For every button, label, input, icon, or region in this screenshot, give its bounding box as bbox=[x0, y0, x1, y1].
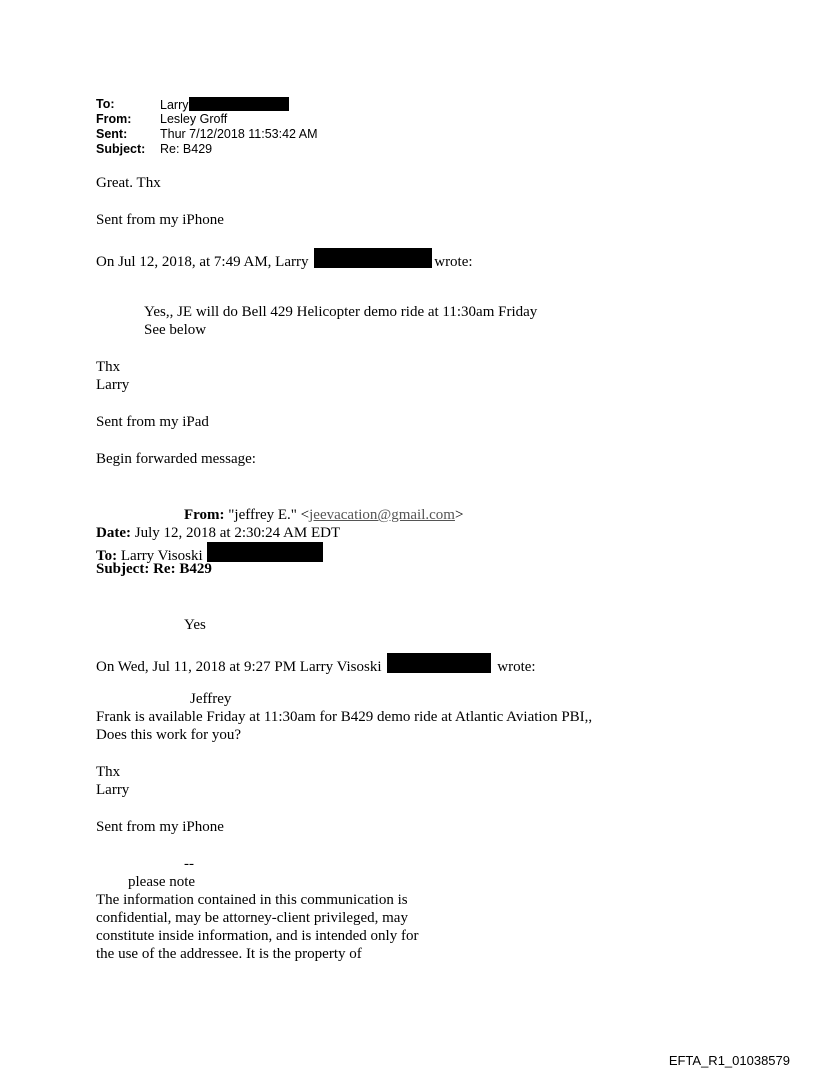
quoted-line-see-below: See below bbox=[144, 322, 207, 338]
to-name: Larry bbox=[160, 98, 189, 112]
forwarded-date bbox=[96, 524, 340, 542]
please-note: please note bbox=[128, 874, 196, 890]
quote-attribution-1-suffix: wrote: bbox=[434, 254, 473, 270]
frank-line: Frank is available Friday at 11:30am for B429 demo ride at Atlantic Aviation PBI,, bbox=[96, 709, 593, 725]
from-label: From: bbox=[96, 112, 132, 126]
thx-text: Thx bbox=[96, 359, 121, 375]
sent-label: Sent: bbox=[96, 127, 128, 141]
reply-text: Great. Thx bbox=[96, 175, 161, 191]
quote-attribution-2-suffix: wrote: bbox=[497, 659, 536, 675]
redaction-block bbox=[314, 248, 432, 268]
forwarded-to-label: To: bbox=[96, 548, 118, 564]
quoted-line-yes-je: Yes,, JE will do Bell 429 Helicopter demo ride at 11:30am Friday bbox=[144, 304, 538, 320]
forwarded-larry: Larry bbox=[96, 782, 130, 798]
forwarded-signature-iphone: Sent from my iPhone bbox=[96, 819, 224, 835]
does-this-work-line: Does this work for you? bbox=[96, 727, 241, 743]
document-id: EFTA_R1_01038579 bbox=[668, 1053, 790, 1068]
quote-attribution-2-prefix: On Wed, Jul 11, 2018 at 9:27 PM Larry Visoski bbox=[96, 659, 382, 675]
from-value: Lesley Groff bbox=[160, 112, 228, 126]
quote-attribution-1-prefix: On Jul 12, 2018, at 7:49 AM, Larry bbox=[96, 254, 309, 270]
email-link[interactable]: jeevacation@gmail.com bbox=[309, 507, 455, 523]
signature-separator: -- bbox=[184, 856, 194, 872]
disclaimer-line-1: The information contained in this communication is bbox=[96, 892, 408, 908]
forwarded-to-value: Larry Visoski bbox=[120, 548, 203, 564]
forwarded-reply-yes: Yes bbox=[184, 617, 206, 633]
forwarded-date-value: July 12, 2018 at 2:30:24 AM EDT bbox=[134, 525, 341, 541]
sent-value: Thur 7/12/2018 11:53:42 AM bbox=[160, 127, 318, 141]
forwarded-from-name: "jeffrey E." bbox=[228, 507, 297, 523]
forwarded-subject-value: Re: B429 bbox=[153, 561, 212, 577]
forwarded-from-label: From: bbox=[184, 507, 225, 523]
forwarded-thx: Thx bbox=[96, 764, 121, 780]
redaction-block bbox=[189, 97, 289, 111]
to-value bbox=[160, 97, 289, 113]
subject-value: Re: B429 bbox=[160, 142, 213, 156]
forwarded-subject bbox=[96, 560, 212, 578]
quote-attribution-2 bbox=[96, 653, 536, 676]
forwarded-from: From: "jeffrey E." <jeevacation@gmail.com> bbox=[184, 507, 464, 523]
disclaimer-line-4: the use of the addressee. It is the property of bbox=[96, 946, 362, 962]
signature-ipad: Sent from my iPad bbox=[96, 414, 209, 430]
signature-iphone: Sent from my iPhone bbox=[96, 212, 224, 228]
greeting-jeffrey: Jeffrey bbox=[190, 691, 232, 707]
begin-forwarded: Begin forwarded message: bbox=[96, 451, 256, 467]
redaction-block bbox=[207, 542, 323, 562]
forwarded-date-label: Date: bbox=[96, 525, 131, 541]
redaction-block bbox=[387, 653, 491, 673]
disclaimer-line-3: constitute inside information, and is intended only for bbox=[96, 928, 419, 944]
larry-signature: Larry bbox=[96, 377, 130, 393]
to-label: To: bbox=[96, 97, 115, 111]
subject-label: Subject: bbox=[96, 142, 146, 156]
forwarded-subject-label: Subject: bbox=[96, 561, 150, 577]
quote-attribution-1 bbox=[96, 248, 473, 271]
disclaimer-line-2: confidential, may be attorney-client privileged, may bbox=[96, 910, 408, 926]
